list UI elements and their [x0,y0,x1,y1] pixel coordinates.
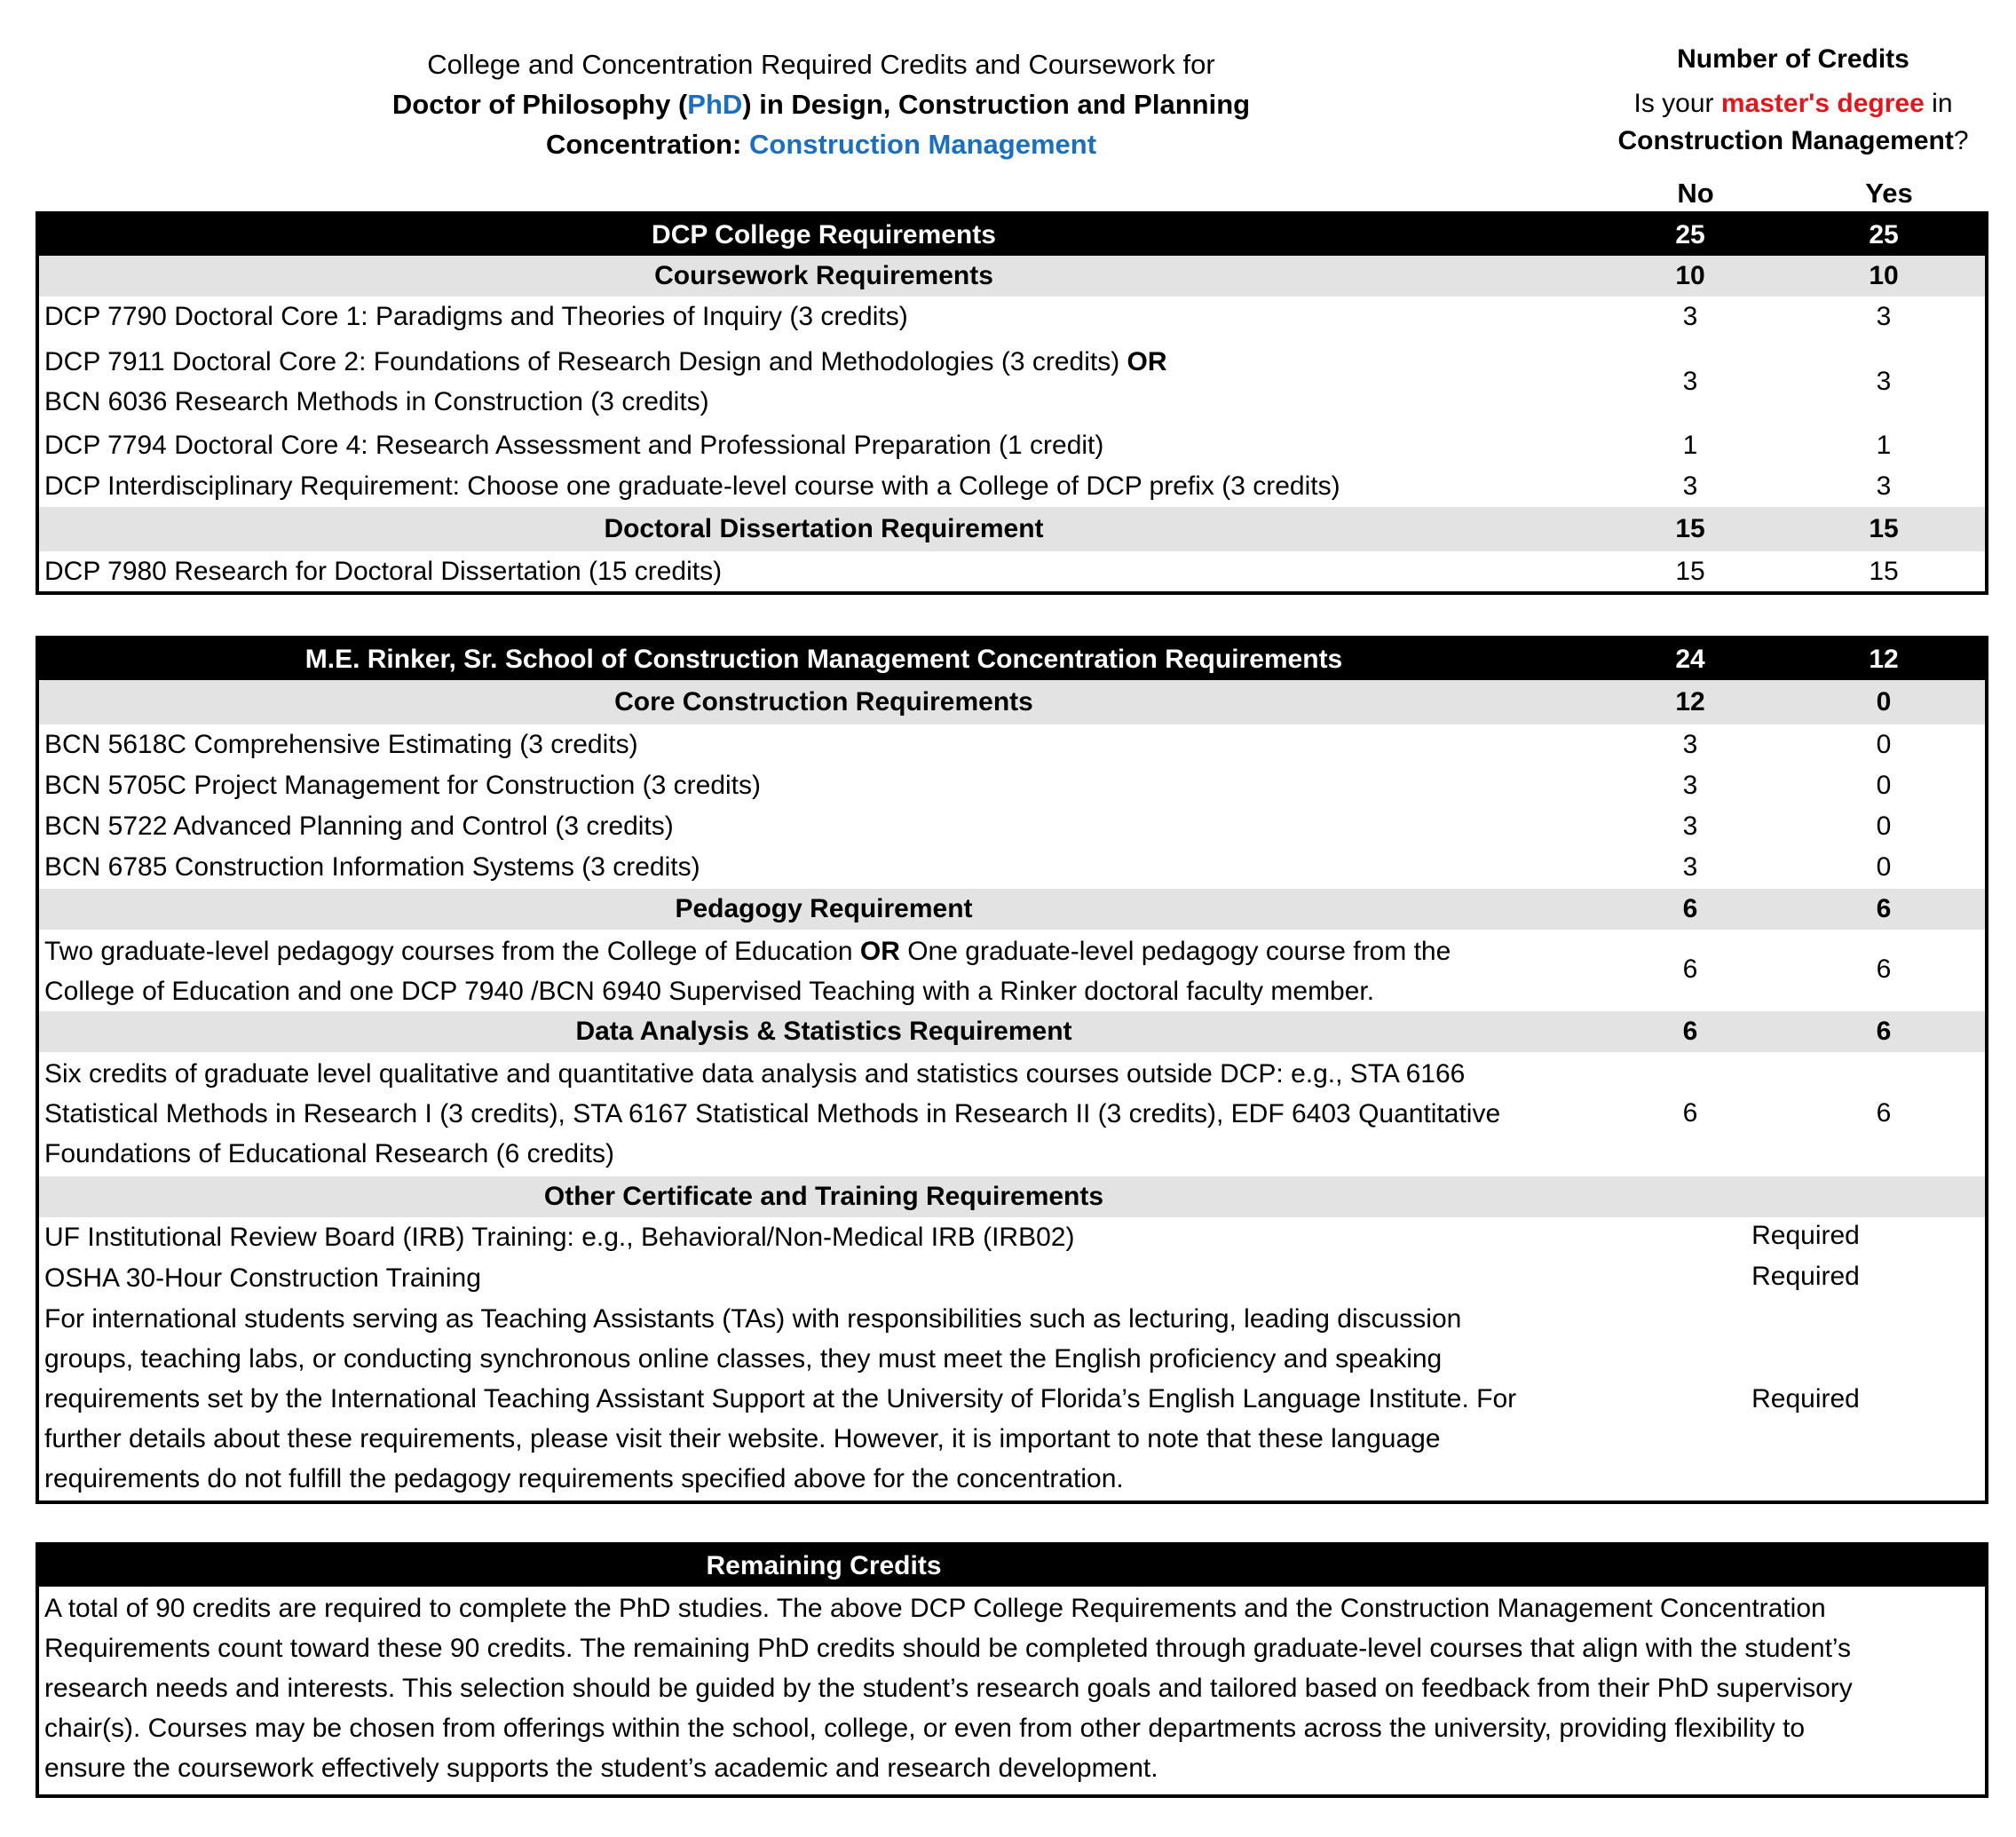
title-line-1: College and Concentration Required Credits and Coursework for [427,49,1215,80]
row-no: 6 [1682,954,1698,984]
title-degree-prefix: Doctor of Philosophy ( [391,89,688,120]
row-text-b: One graduate-level pedagogy course from the [899,937,1451,966]
table-row [39,297,1985,338]
data-analysis-title: Data Analysis & Statistics Requirement [575,1017,1072,1046]
dissertation-title: Doctoral Dissertation Requirement [604,514,1044,543]
table-row [39,551,1985,593]
table-row [39,1217,1985,1258]
core-no: 12 [1675,687,1705,717]
table-row [39,466,1985,507]
row-yes: 0 [1876,812,1892,841]
table-row [39,725,1985,765]
table-row [39,806,1985,847]
row-yes: 0 [1876,771,1892,800]
rinker-header-row [39,639,1985,680]
pedagogy-no: 6 [1682,894,1698,923]
remaining-title: Remaining Credits [706,1551,942,1580]
coursework-title: Coursework Requirements [654,261,993,290]
row-yes: 3 [1876,367,1892,396]
row-no: 3 [1682,812,1698,841]
remaining-line-4: chair(s). Courses may be chosen from offerings within the school, college, or even from other departments across the university, providing flexibility to [44,1714,1806,1743]
data-analysis-header-row [39,1011,1985,1052]
q-masters-degree: master's degree [1720,89,1925,118]
credits-question-line-2 [1598,123,1988,160]
table-row [39,930,1985,1011]
row-text-b: BCN 6036 Research Methods in Construction (3 credits) [44,387,709,416]
concentration-name: Construction Management [749,129,1097,160]
q-construction-management: Construction Management [1617,126,1954,155]
other-header-row [39,1176,1985,1217]
q-mid: in [1924,89,1953,118]
title-line-2 [373,84,1269,124]
rinker-requirements-table [36,636,1988,1504]
remaining-line-1: A total of 90 credits are required to complete the PhD studies. The above DCP College Requirements and the Construction Management Concentration [44,1594,1826,1623]
coursework-yes: 10 [1869,261,1899,290]
dcp-header-row [39,215,1985,256]
row-no: 3 [1682,730,1698,759]
title-line-3 [373,124,1269,164]
remaining-paragraph [44,1588,1980,1788]
row-yes: 3 [1876,302,1892,331]
row-yes: 0 [1876,730,1892,759]
row-line-5: requirements do not fulfill the pedagogy requirements specified above for the concentration. [44,1464,1124,1493]
row-or: OR [1127,347,1167,376]
row-text: DCP 7980 Research for Doctoral Dissertation (15 credits) [44,557,723,586]
remaining-line-2: Requirements count toward these 90 credits. The remaining PhD credits should be completed through graduate-level courses that align with the student’s [44,1634,1852,1663]
data-analysis-yes: 6 [1876,1017,1892,1046]
row-yes: 1 [1876,431,1892,460]
row-yes: 0 [1876,852,1892,882]
row-yes: 15 [1869,557,1899,586]
row-required: Required [1751,1384,1860,1413]
row-text: BCN 6785 Construction Information Systems (3 credits) [44,852,700,882]
row-required: Required [1751,1221,1860,1250]
row-line-3: Foundations of Educational Research (6 credits) [44,1139,615,1168]
dissertation-yes: 15 [1869,514,1899,543]
row-text: BCN 5705C Project Management for Construction (3 credits) [44,771,762,800]
title-phd: PhD [687,89,743,120]
column-header-no: No [1677,178,1714,209]
row-no: 3 [1682,771,1698,800]
row-no: 3 [1682,302,1698,331]
core-yes: 0 [1876,687,1892,717]
table-row [39,765,1985,806]
row-no: 3 [1682,367,1698,396]
row-text: DCP 7794 Doctoral Core 4: Research Assessment and Professional Preparation (1 credit) [44,431,1104,460]
page-title-block [373,44,1269,164]
row-text: UF Institutional Review Board (IRB) Training: e.g., Behavioral/Non-Medical IRB (IRB02) [44,1223,1075,1252]
data-analysis-no: 6 [1682,1017,1698,1046]
row-line-1: For international students serving as Teaching Assistants (TAs) with responsibilities such as lecturing, leading discussion [44,1304,1462,1334]
row-or: OR [859,937,900,966]
row-required: Required [1751,1262,1860,1291]
table-row [39,425,1985,466]
row-yes: 6 [1876,1098,1892,1128]
q-pre: Is your [1633,89,1721,118]
row-text: BCN 5618C Comprehensive Estimating (3 credits) [44,730,638,759]
remaining-line-3: research needs and interests. This selection should be guided by the student’s research goals and tailored based on feedback from their PhD supervisory [44,1674,1853,1703]
credits-question-line-1 [1598,85,1988,123]
row-line-2: Statistical Methods in Research I (3 credits), STA 6167 Statistical Methods in Research II (3 credits), EDF 6403 Quantitative [44,1099,1501,1128]
remaining-credits-box [36,1542,1988,1798]
row-line-2: groups, teaching labs, or conducting synchronous online classes, they must meet the English proficiency and speaking [44,1344,1443,1374]
row-text: OSHA 30-Hour Construction Training [44,1263,481,1293]
row-text: DCP 7790 Doctoral Core 1: Paradigms and Theories of Inquiry (3 credits) [44,302,908,331]
column-header-yes: Yes [1865,178,1913,209]
table-row [39,1052,1985,1176]
core-header-row [39,680,1985,725]
rinker-title: M.E. Rinker, Sr. School of Construction Management Concentration Requirements [304,645,1343,674]
pedagogy-yes: 6 [1876,894,1892,923]
coursework-header-row [39,256,1985,297]
remaining-text [39,1587,1985,1794]
row-no: 3 [1682,471,1698,501]
title-degree-suffix: ) in Design, Construction and Planning [742,89,1251,120]
row-no: 6 [1682,1098,1698,1128]
dissertation-no: 15 [1675,514,1705,543]
pedagogy-header-row [39,889,1985,930]
concentration-label: Concentration: [545,129,750,160]
other-title: Other Certificate and Training Requirements [543,1182,1104,1211]
row-text-c: College of Education and one DCP 7940 /BCN 6940 Supervised Teaching with a Rinker doctoral faculty member. [44,977,1375,1006]
row-text: DCP Interdisciplinary Requirement: Choose one graduate-level course with a College of DCP prefix (3 credits) [44,471,1340,501]
row-line-3: requirements set by the International Teaching Assistant Support at the University of Florida’s English Language Institute. For [44,1384,1517,1413]
row-no: 1 [1682,431,1698,460]
table-row [39,338,1985,425]
row-line-1: Six credits of graduate level qualitative and quantitative data analysis and statistics courses outside DCP: e.g., STA 6166 [44,1059,1466,1089]
core-title: Core Construction Requirements [614,687,1033,717]
q-end: ? [1953,126,1969,155]
row-yes: 3 [1876,471,1892,501]
row-text [44,1299,1642,1499]
row-text: BCN 5722 Advanced Planning and Control (3 credits) [44,812,674,841]
remaining-header-row [39,1546,1985,1587]
row-line-4: further details about these requirements, please visit their website. However, it is important to note that these language [44,1424,1441,1453]
row-text [44,342,1642,422]
row-text [44,1054,1642,1174]
table-row [39,1299,1985,1503]
pedagogy-title: Pedagogy Requirement [675,894,973,923]
row-no: 3 [1682,852,1698,882]
rinker-yes: 12 [1869,645,1899,674]
table-row [39,1258,1985,1299]
remaining-line-5: ensure the coursework effectively supports the student’s academic and research development. [44,1754,1158,1783]
coursework-no: 10 [1675,261,1705,290]
dcp-requirements-table [36,211,1988,595]
rinker-no: 24 [1675,645,1705,674]
credits-header [1598,41,1988,160]
row-yes: 6 [1876,954,1892,984]
dissertation-header-row [39,507,1985,551]
row-text-a: Two graduate-level pedagogy courses from the College of Education [44,937,860,966]
table-row [39,847,1985,889]
dcp-title: DCP College Requirements [652,220,996,249]
row-text-a: DCP 7911 Doctoral Core 2: Foundations of Research Design and Methodologies (3 credits) [44,347,1127,376]
dcp-yes: 25 [1869,220,1899,249]
credits-title: Number of Credits [1677,44,1909,74]
dcp-no: 25 [1675,220,1705,249]
row-no: 15 [1675,557,1705,586]
row-text [44,931,1642,1011]
